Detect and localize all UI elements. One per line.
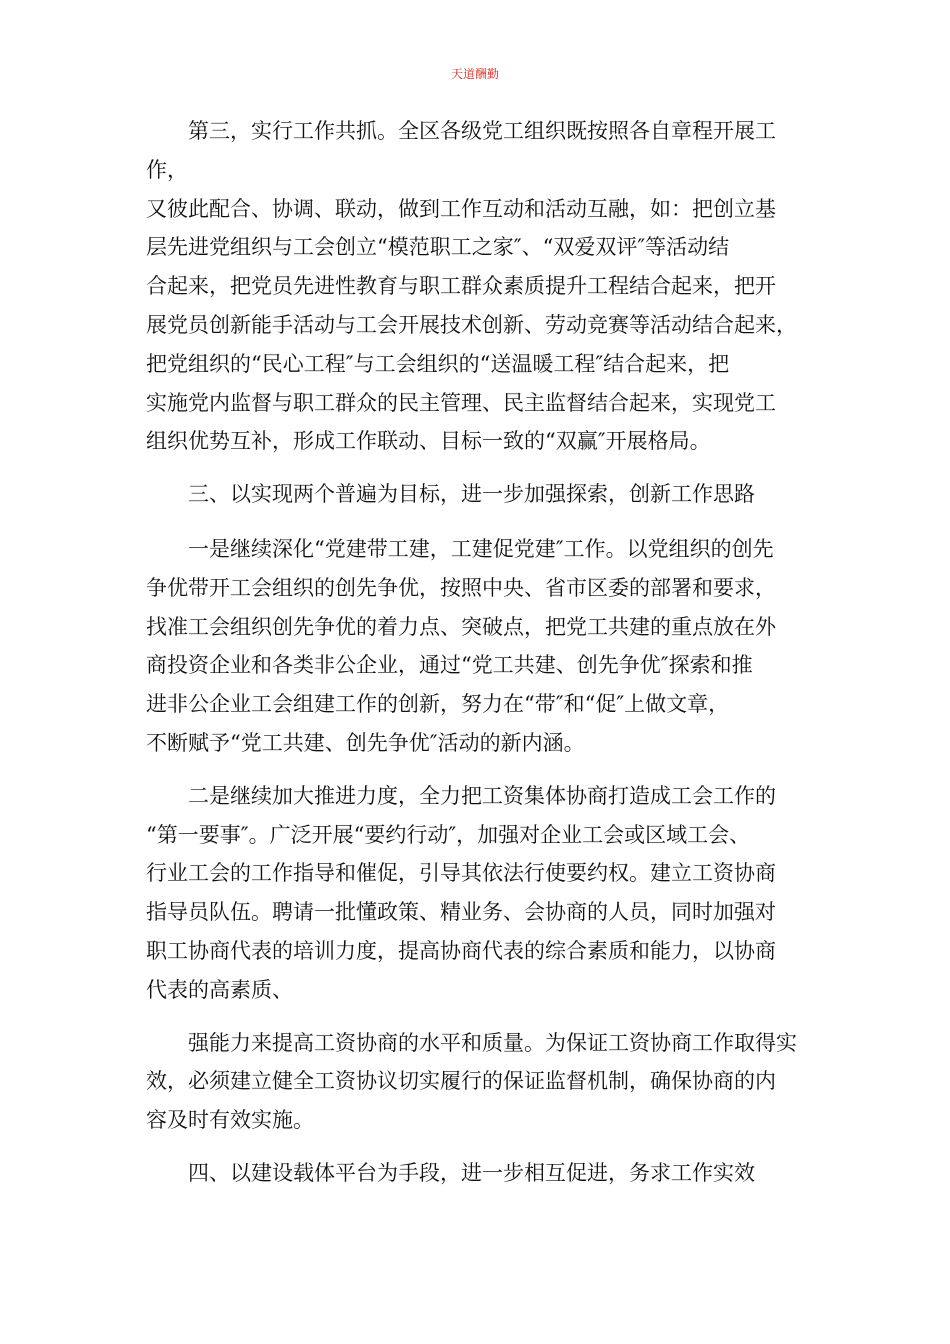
paragraph-second-promote: 二是继续加大推进力度，全力把工资集体协商打造成工会工作的 “第一要事″。广泛开展“要约行动″，加强对企业工会或区域工会、 行业工会的工作指导和催促，引导其依法行使要约权。建立工资协商 指导员队伍。聘请一批懂政策、精业务、会协商的人员，同时加强对 职工协商代表的培训力度，提高协商代表的综合素质和能力，以协商 代表的高素质、 [146, 783, 776, 1002]
section-heading-three: 三、以实现两个普遍为目标，进一步加强探索，创新工作思路 [146, 482, 755, 507]
page-header-watermark: 天道酬勤 [450, 67, 499, 81]
paragraph-strong-ability: 强能力来提高工资协商的水平和质量。为保证工资协商工作取得实 效，必须建立健全工资协议切实履行的保证监督机制，确保协商的内 容及时有效实施。 [146, 1030, 797, 1133]
document-body [146, 112, 806, 1209]
paragraph-first-deepen: 一是继续深化“党建带工建，工建促党建″工作。以党组织的创先 争优带开工会组织的创先争优，按照中央、省市区委的部署和要求， 找准工会组织创先争优的着力点、突破点，把党工共建的重点放在外 商投资企业和各类非公企业，通过“党工共建、创先争优″探索和推 进非公企业工会组建工作的创新，努力在“带″和“促″上做文章， 不断赋予“党工共建、创先争优″活动的新内涵。 [146, 536, 776, 755]
section-heading-four: 四、以建设载体平台为手段，进一步相互促进，务求工作实效 [146, 1160, 755, 1185]
paragraph-third-joint-work: 第三，实行工作共抓。全区各级党工组织既按照各自章程开展工作， 又彼此配合、协调、联动，做到工作互动和活动互融，如：把创立基 层先进党组织与工会创立“模范职工之家″、“双爱双评″等活动结 合起来，把党员先进性教育与职工群众素质提升工程结合起来，把开 展党员创新能手活动与工会开展技术创新、劳动竞赛等活动结合起来， 把党组织的“民心工程″与工会组织的“送温暖工程″结合起来，把 实施党内监督与职工群众的民主管理、民主监督结合起来，实现党工 组织优势互补，形成工作联动、目标一致的“双赢″开展格局。 [146, 119, 797, 454]
